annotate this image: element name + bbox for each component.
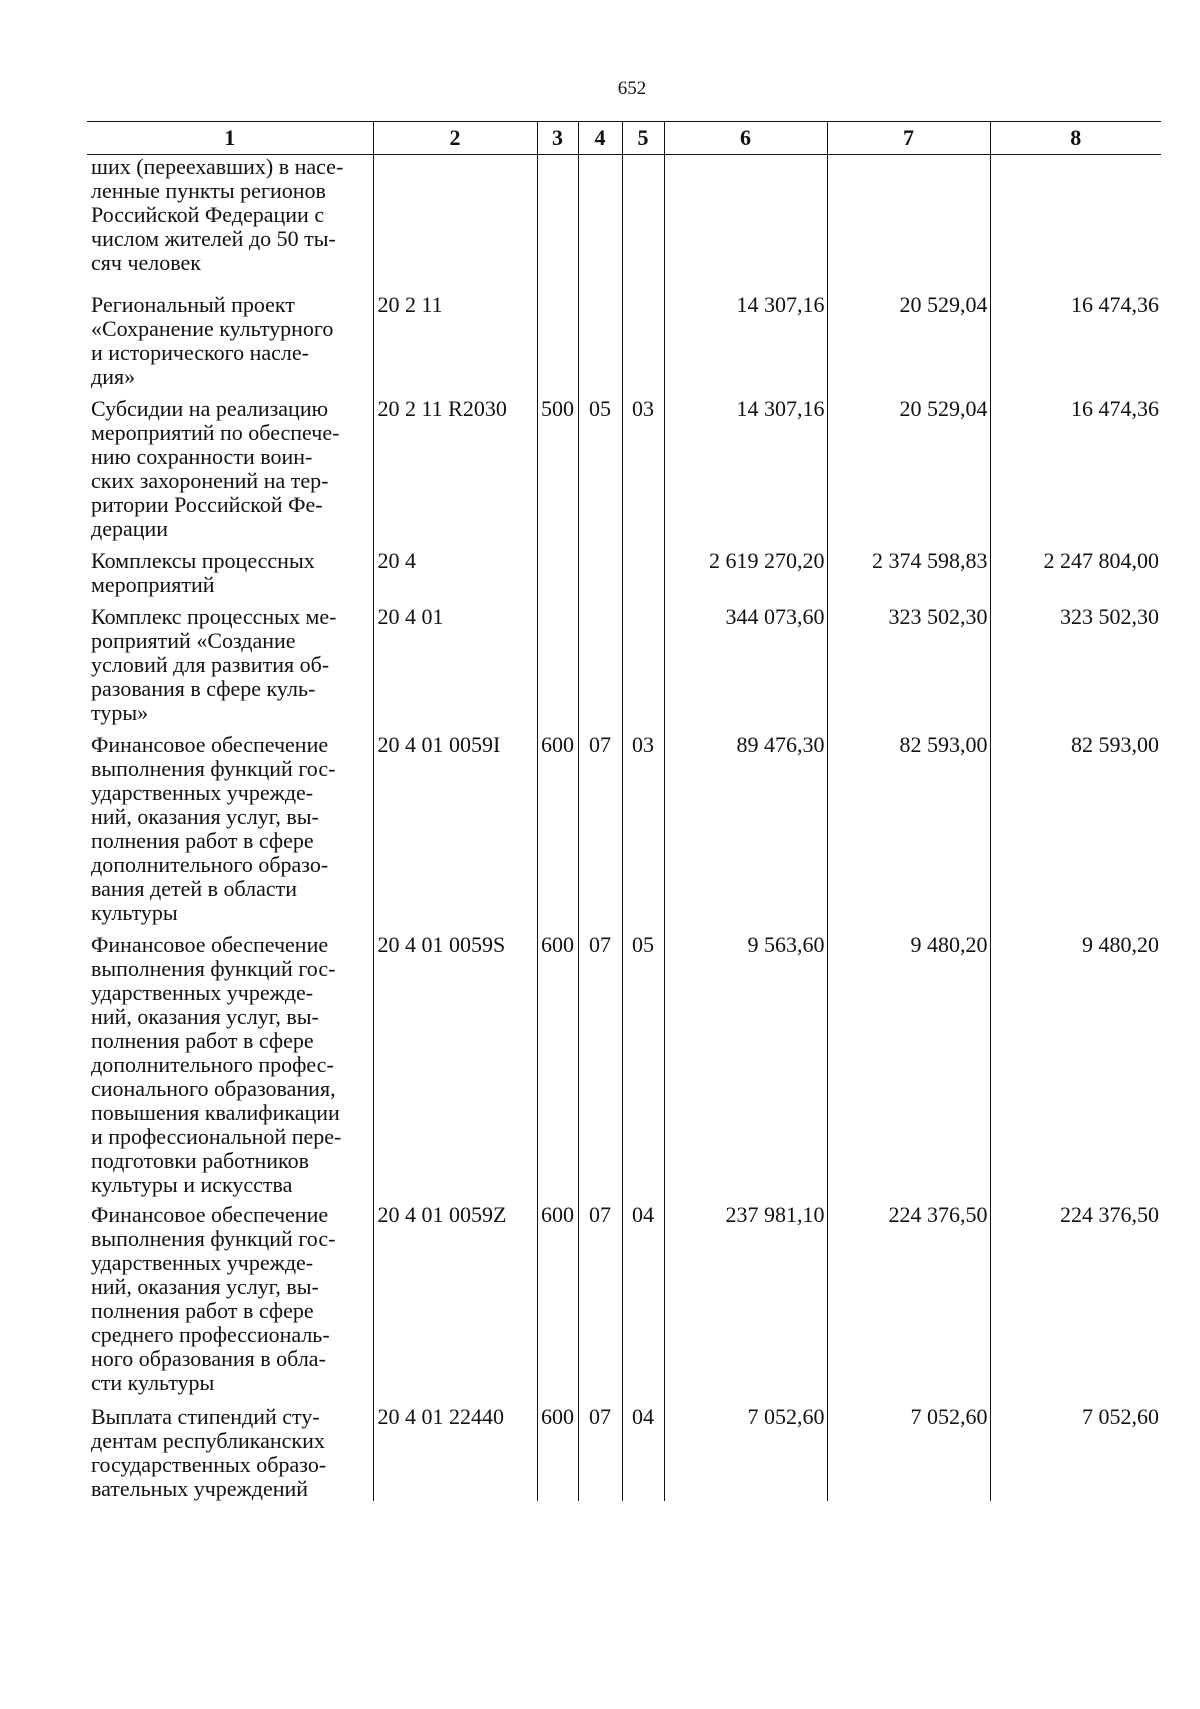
item-name-cell bbox=[87, 1203, 373, 1405]
section-cell bbox=[578, 293, 622, 397]
amount-col6-cell: 344 073,60 bbox=[664, 605, 827, 733]
item-name-line: дентам республиканских bbox=[91, 1428, 325, 1453]
amount-col8-cell bbox=[990, 155, 1161, 294]
item-name-line: культуры bbox=[91, 900, 178, 925]
item-name-line: полнения работ в сфере bbox=[91, 828, 314, 853]
item-name-line: Региональный проект bbox=[91, 292, 295, 317]
amount-col6-cell: 9 563,60 bbox=[664, 933, 827, 1203]
item-name-line: ших (переехавших) в насе- bbox=[91, 154, 344, 179]
item-name-cell bbox=[87, 549, 373, 605]
amount-col6-cell: 7 052,60 bbox=[664, 1405, 827, 1501]
budget-code-cell: 20 4 bbox=[373, 549, 537, 605]
column-header-7: 7 bbox=[827, 122, 990, 155]
item-name-line: ритории Российской Фе- bbox=[91, 492, 323, 517]
amount-col7-cell bbox=[827, 155, 990, 294]
item-name-cell bbox=[87, 933, 373, 1203]
amount-col7-cell: 7 052,60 bbox=[827, 1405, 990, 1501]
amount-col8-cell: 224 376,50 bbox=[990, 1203, 1161, 1405]
amount-col7-cell: 20 529,04 bbox=[827, 293, 990, 397]
item-name-line: Комплекс процессных ме- bbox=[91, 604, 337, 629]
expense-type-cell: 600 bbox=[537, 1203, 578, 1405]
budget-code-cell: 20 2 11 R2030 bbox=[373, 397, 537, 549]
item-name-line: и исторического насле- bbox=[91, 340, 309, 365]
item-name-line: дерации bbox=[91, 516, 169, 541]
subsection-cell bbox=[622, 155, 664, 294]
amount-col6-cell: 14 307,16 bbox=[664, 397, 827, 549]
item-name-line: ного образования в обла- bbox=[91, 1346, 326, 1371]
amount-col7-cell: 20 529,04 bbox=[827, 397, 990, 549]
section-cell: 07 bbox=[578, 1405, 622, 1501]
amount-col8-cell: 16 474,36 bbox=[990, 397, 1161, 549]
expense-type-cell: 500 bbox=[537, 397, 578, 549]
item-name-line: вательных учреждений bbox=[91, 1476, 309, 1501]
item-name-line: выполнения функций гос- bbox=[91, 956, 336, 981]
item-name-line: сионального образования, bbox=[91, 1076, 336, 1101]
item-name-cell bbox=[87, 605, 373, 733]
item-name-cell bbox=[87, 155, 373, 294]
expense-type-cell bbox=[537, 155, 578, 294]
item-name-line: ленные пункты регионов bbox=[91, 178, 326, 203]
item-name-line: нию сохранности воин- bbox=[91, 444, 313, 469]
budget-code-cell: 20 4 01 0059S bbox=[373, 933, 537, 1203]
subsection-cell: 04 bbox=[622, 1203, 664, 1405]
item-name-line: числом жителей до 50 ты- bbox=[91, 226, 336, 251]
expense-type-cell: 600 bbox=[537, 933, 578, 1203]
column-header-1: 1 bbox=[87, 122, 373, 155]
expense-type-cell bbox=[537, 293, 578, 397]
subsection-cell bbox=[622, 549, 664, 605]
expense-type-cell: 600 bbox=[537, 1405, 578, 1501]
amount-col7-cell: 9 480,20 bbox=[827, 933, 990, 1203]
amount-col8-cell: 7 052,60 bbox=[990, 1405, 1161, 1501]
subsection-cell: 03 bbox=[622, 733, 664, 933]
item-name-line: ударственных учрежде- bbox=[91, 780, 314, 805]
budget-code-cell: 20 4 01 bbox=[373, 605, 537, 733]
item-name-line: туры» bbox=[91, 700, 149, 725]
column-header-2: 2 bbox=[373, 122, 537, 155]
amount-col7-cell: 2 374 598,83 bbox=[827, 549, 990, 605]
table-row bbox=[87, 155, 1161, 294]
table-row bbox=[87, 549, 1161, 605]
item-name-line: условий для развития об- bbox=[91, 652, 330, 677]
item-name-line: разования в сфере куль- bbox=[91, 676, 316, 701]
item-name-line: подготовки работников bbox=[91, 1148, 309, 1173]
item-name-line: ний, оказания услуг, вы- bbox=[91, 1004, 319, 1029]
table-row bbox=[87, 605, 1161, 733]
amount-col6-cell bbox=[664, 155, 827, 294]
item-name-cell bbox=[87, 293, 373, 397]
amount-col8-cell: 9 480,20 bbox=[990, 933, 1161, 1203]
section-cell bbox=[578, 605, 622, 733]
item-name-cell bbox=[87, 1405, 373, 1501]
item-name-line: Финансовое обеспечение bbox=[91, 1202, 329, 1227]
expense-type-cell: 600 bbox=[537, 733, 578, 933]
item-name-line: выполнения функций гос- bbox=[91, 756, 336, 781]
subsection-cell bbox=[622, 605, 664, 733]
item-name-line: выполнения функций гос- bbox=[91, 1226, 336, 1251]
amount-col6-cell: 237 981,10 bbox=[664, 1203, 827, 1405]
item-name-line: «Сохранение культурного bbox=[91, 316, 334, 341]
subsection-cell: 05 bbox=[622, 933, 664, 1203]
table-row bbox=[87, 397, 1161, 549]
item-name-line: полнения работ в сфере bbox=[91, 1028, 314, 1053]
amount-col8-cell: 2 247 804,00 bbox=[990, 549, 1161, 605]
item-name-line: ударственных учрежде- bbox=[91, 1250, 314, 1275]
item-name-line: дия» bbox=[91, 364, 136, 389]
item-name-line: мероприятий bbox=[91, 572, 215, 597]
item-name-line: Субсидии на реализацию bbox=[91, 396, 329, 421]
item-name-line: сяч человек bbox=[91, 250, 201, 275]
table-body bbox=[87, 155, 1161, 1502]
item-name-line: Финансовое обеспечение bbox=[91, 932, 329, 957]
column-header-8: 8 bbox=[990, 122, 1161, 155]
column-header-4: 4 bbox=[578, 122, 622, 155]
item-name-line: Финансовое обеспечение bbox=[91, 732, 329, 757]
item-name-line: ских захоронений на тер- bbox=[91, 468, 329, 493]
budget-code-cell: 20 4 01 0059Z bbox=[373, 1203, 537, 1405]
item-name-line: повышения квалификации bbox=[91, 1100, 340, 1125]
item-name-line: и профессиональной пере- bbox=[91, 1124, 342, 1149]
amount-col8-cell: 82 593,00 bbox=[990, 733, 1161, 933]
page-number: 652 bbox=[617, 78, 647, 99]
amount-col6-cell: 2 619 270,20 bbox=[664, 549, 827, 605]
section-cell: 07 bbox=[578, 1203, 622, 1405]
amount-col8-cell: 16 474,36 bbox=[990, 293, 1161, 397]
item-name-line: роприятий «Создание bbox=[91, 628, 296, 653]
budget-code-cell: 20 2 11 bbox=[373, 293, 537, 397]
item-name-line: Комплексы процессных bbox=[91, 548, 315, 573]
item-name-cell bbox=[87, 397, 373, 549]
section-cell: 07 bbox=[578, 933, 622, 1203]
budget-code-cell bbox=[373, 155, 537, 294]
amount-col7-cell: 323 502,30 bbox=[827, 605, 990, 733]
header-row bbox=[87, 122, 1161, 155]
amount-col7-cell: 224 376,50 bbox=[827, 1203, 990, 1405]
item-name-cell bbox=[87, 733, 373, 933]
item-name-line: мероприятий по обеспече- bbox=[91, 420, 340, 445]
column-header-6: 6 bbox=[664, 122, 827, 155]
expense-type-cell bbox=[537, 605, 578, 733]
section-cell bbox=[578, 549, 622, 605]
section-cell bbox=[578, 155, 622, 294]
item-name-line: Российской Федерации с bbox=[91, 202, 325, 227]
amount-col6-cell: 14 307,16 bbox=[664, 293, 827, 397]
item-name-line: вания детей в области bbox=[91, 876, 298, 901]
item-name-line: среднего профессиональ- bbox=[91, 1322, 330, 1347]
subsection-cell bbox=[622, 293, 664, 397]
column-header-5: 5 bbox=[622, 122, 664, 155]
amount-col8-cell: 323 502,30 bbox=[990, 605, 1161, 733]
subsection-cell: 03 bbox=[622, 397, 664, 549]
item-name-line: ний, оказания услуг, вы- bbox=[91, 1274, 319, 1299]
amount-col6-cell: 89 476,30 bbox=[664, 733, 827, 933]
item-name-line: культуры и искусства bbox=[91, 1172, 293, 1197]
budget-code-cell: 20 4 01 22440 bbox=[373, 1405, 537, 1501]
amount-col7-cell: 82 593,00 bbox=[827, 733, 990, 933]
item-name-line: государственных образо- bbox=[91, 1452, 327, 1477]
expense-type-cell bbox=[537, 549, 578, 605]
subsection-cell: 04 bbox=[622, 1405, 664, 1501]
item-name-line: дополнительного образо- bbox=[91, 852, 329, 877]
item-name-line: ударственных учрежде- bbox=[91, 980, 314, 1005]
table-row bbox=[87, 1405, 1161, 1501]
section-cell: 07 bbox=[578, 733, 622, 933]
item-name-line: дополнительного профес- bbox=[91, 1052, 334, 1077]
item-name-line: полнения работ в сфере bbox=[91, 1298, 314, 1323]
item-name-line: Выплата стипендий сту- bbox=[91, 1404, 320, 1429]
budget-code-cell: 20 4 01 0059I bbox=[373, 733, 537, 933]
table-row bbox=[87, 733, 1161, 933]
table-row bbox=[87, 1203, 1161, 1405]
section-cell: 05 bbox=[578, 397, 622, 549]
item-name-line: ний, оказания услуг, вы- bbox=[91, 804, 319, 829]
item-name-line: сти культуры bbox=[91, 1370, 215, 1395]
column-header-3: 3 bbox=[537, 122, 578, 155]
budget-table bbox=[87, 121, 1161, 1501]
table-row bbox=[87, 293, 1161, 397]
table-row bbox=[87, 933, 1161, 1203]
